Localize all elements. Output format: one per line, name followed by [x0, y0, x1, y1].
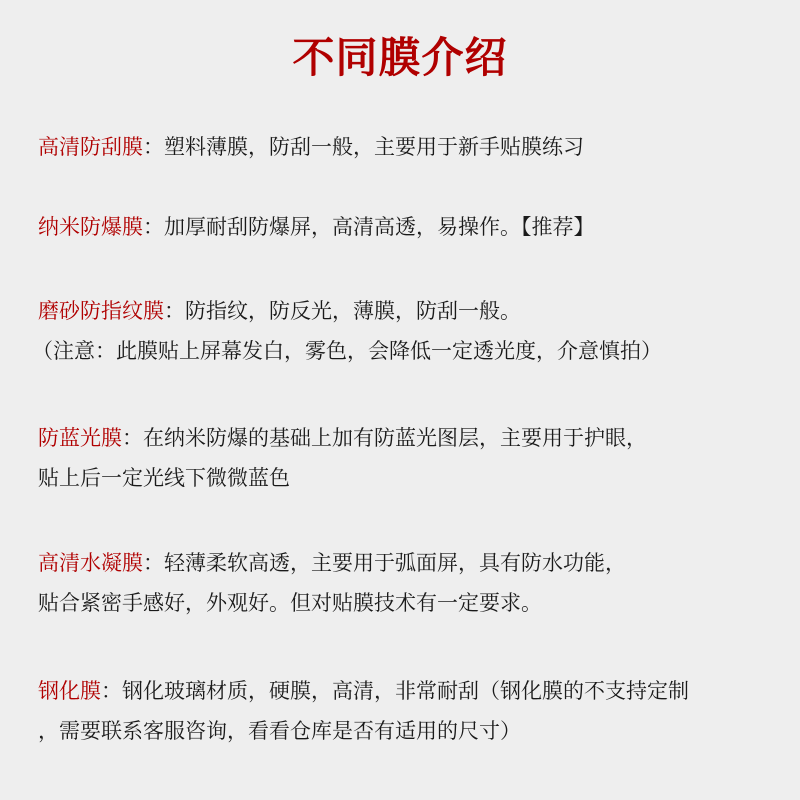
film-description: ：在纳米防爆的基础上加有防蓝光图层，主要用于护眼，: [122, 426, 647, 450]
item-line: [38, 132, 800, 162]
film-description: ：加厚耐刮防爆屏，高清高透，易操作。【推荐】: [143, 215, 595, 239]
film-name: 防蓝光膜: [38, 426, 122, 450]
film-description-continued: ，需要联系客服咨询，看看仓库是否有适用的尺寸）: [38, 719, 521, 743]
film-description: ：防指纹，防反光，薄膜，防刮一般。: [164, 299, 521, 323]
film-description-continued: （注意：此膜贴上屏幕发白，雾色，会降低一定透光度，介意慎拍）: [32, 339, 662, 363]
page-title: 不同膜介绍: [292, 33, 508, 82]
film-name: 钢化膜: [38, 679, 101, 703]
film-name: 高清防刮膜: [38, 135, 143, 159]
item-line: [38, 212, 800, 242]
film-item-anti-blue-light: [0, 423, 800, 493]
item-line: [38, 676, 800, 706]
film-item-hd-scratch: [0, 132, 800, 162]
film-description-continued: 贴合紧密手感好，外观好。但对贴膜技术有一定要求。: [38, 591, 542, 615]
item-line: [38, 423, 800, 453]
film-name: 磨砂防指纹膜: [38, 299, 164, 323]
item-line: [38, 548, 800, 578]
film-item-matte-anti-fingerprint: [0, 296, 800, 366]
film-name: 纳米防爆膜: [38, 215, 143, 239]
item-line: [38, 296, 800, 326]
film-item-nano-explosion-proof: [0, 212, 800, 242]
film-item-hydrogel: [0, 548, 800, 618]
film-description: ：钢化玻璃材质，硬膜，高清，非常耐刮（钢化膜的不支持定制: [101, 679, 689, 703]
film-description-continued: 贴上后一定光线下微微蓝色: [38, 466, 290, 490]
film-name: 高清水凝膜: [38, 551, 143, 575]
film-item-tempered-glass: [0, 676, 800, 746]
film-description: ：轻薄柔软高透，主要用于弧面屏，具有防水功能，: [143, 551, 626, 575]
film-description: ：塑料薄膜，防刮一般，主要用于新手贴膜练习: [143, 135, 584, 159]
